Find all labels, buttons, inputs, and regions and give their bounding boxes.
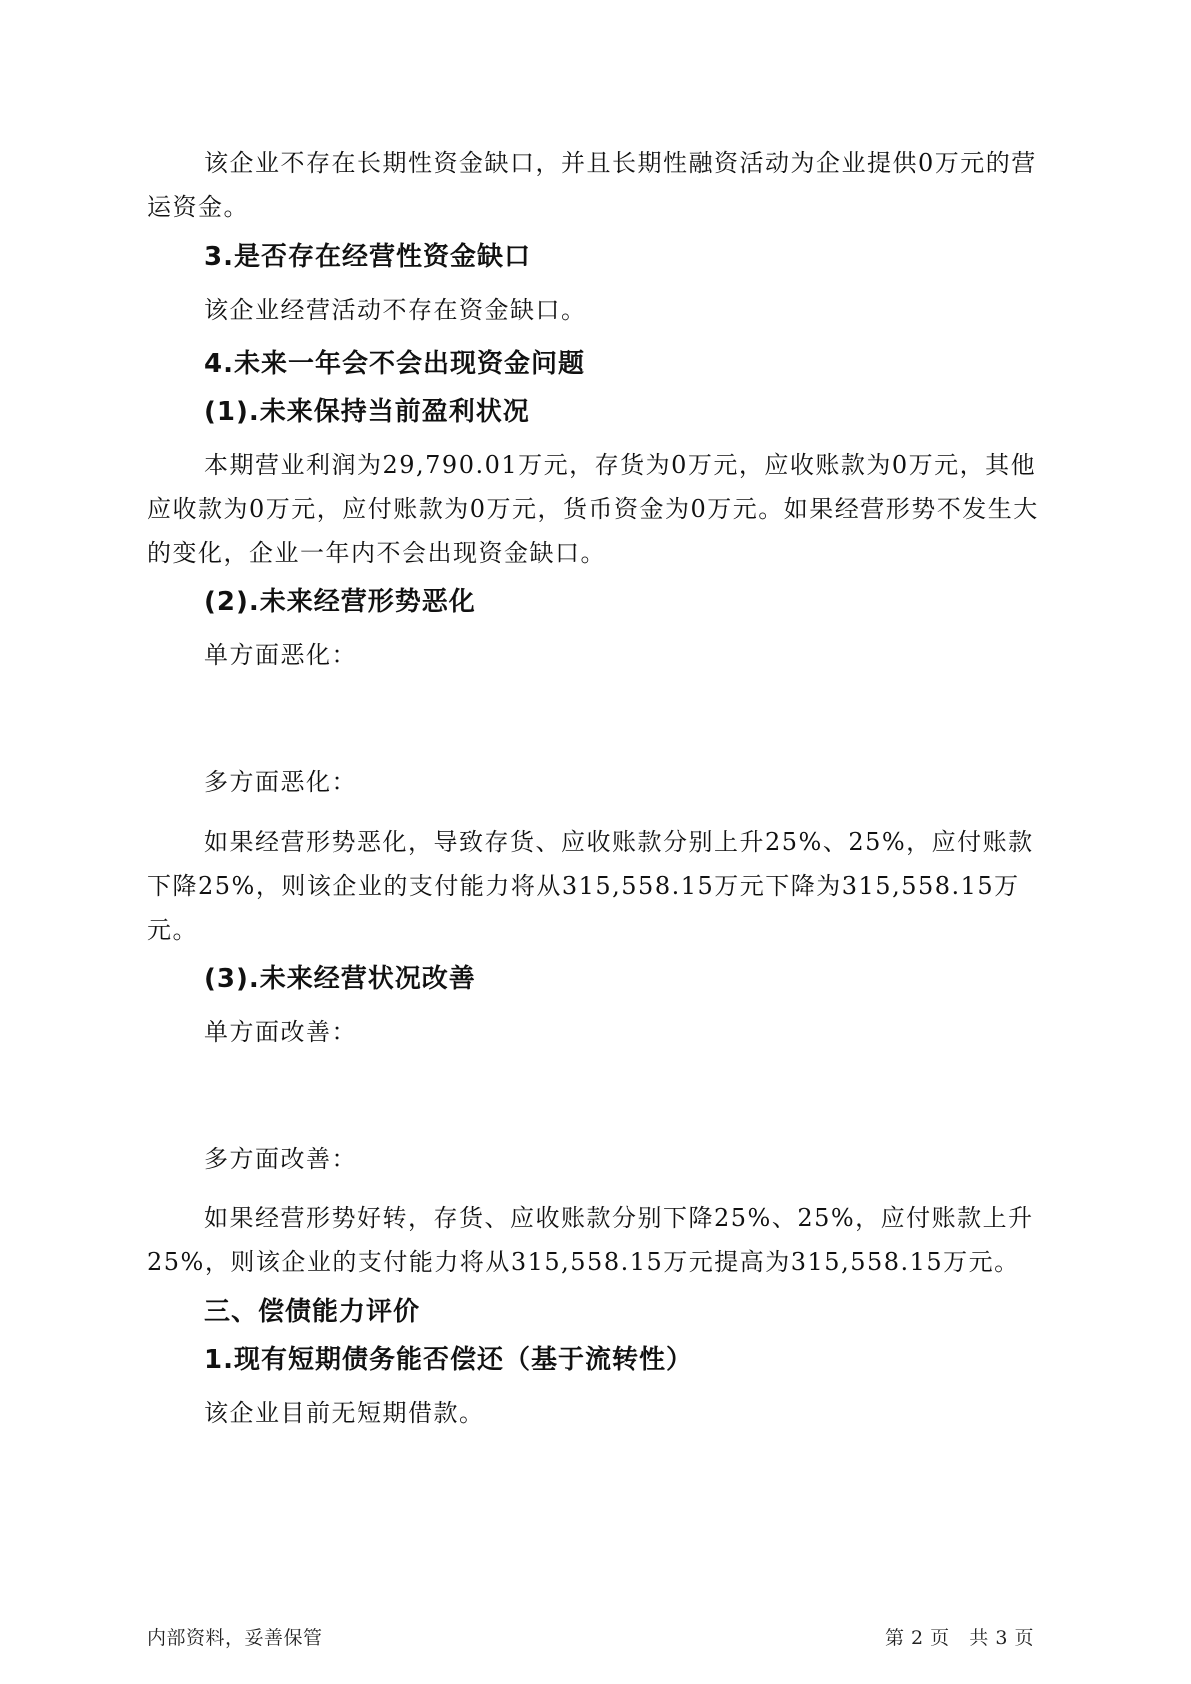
heading-short-term-debt: 1.现有短期债务能否偿还（基于流转性） [204, 1345, 693, 1375]
paragraph-deterioration-detail: 如果经营形势恶化，导致存货、应收账款分别上升25%、25%，应付账款下降25%，则该企业的支付能力将从315,558.15万元下降为315,558.15万元。 [147, 828, 1034, 944]
footer-page-number: 第 2 页 共 3 页 [885, 1627, 1034, 1649]
heading-keep-current-profit: (1).未来保持当前盈利状况 [204, 397, 530, 427]
paragraph-current-profit: 本期营业利润为29,790.01万元，存货为0万元，应收账款为0万元，其他应收款为0万元，应付账款为0万元，货币资金为0万元。如果经营形势不发生大的变化，企业一年内不会出现资金缺口。 [147, 451, 1039, 567]
paragraph-single-deterioration: 单方面恶化： [204, 641, 357, 669]
paragraph-multi-improvement: 多方面改善： [204, 1145, 357, 1173]
paragraph-multi-deterioration: 多方面恶化： [204, 768, 357, 796]
heading-solvency-evaluation: 三、偿债能力评价 [204, 1297, 421, 1327]
heading-deterioration: (2).未来经营形势恶化 [204, 587, 476, 617]
paragraph-no-short-term-loans: 该企业目前无短期借款。 [204, 1399, 485, 1427]
paragraph-improvement-detail: 如果经营形势好转，存货、应收账款分别下降25%、25%，应付账款上升25%，则该企业的支付能力将从315,558.15万元提高为315,558.15万元。 [147, 1204, 1034, 1276]
heading-next-year-funding: 4.未来一年会不会出现资金问题 [204, 349, 585, 379]
heading-operating-funding-gap: 3.是否存在经营性资金缺口 [204, 242, 531, 272]
paragraph-long-term-funding: 该企业不存在长期性资金缺口，并且长期性融资活动为企业提供0万元的营运资金。 [147, 149, 1037, 221]
paragraph-single-improvement: 单方面改善： [204, 1018, 357, 1046]
heading-improvement: (3).未来经营状况改善 [204, 964, 476, 994]
paragraph-no-operating-gap: 该企业经营活动不存在资金缺口。 [204, 296, 587, 324]
footer-confidential: 内部资料，妥善保管 [147, 1627, 323, 1649]
